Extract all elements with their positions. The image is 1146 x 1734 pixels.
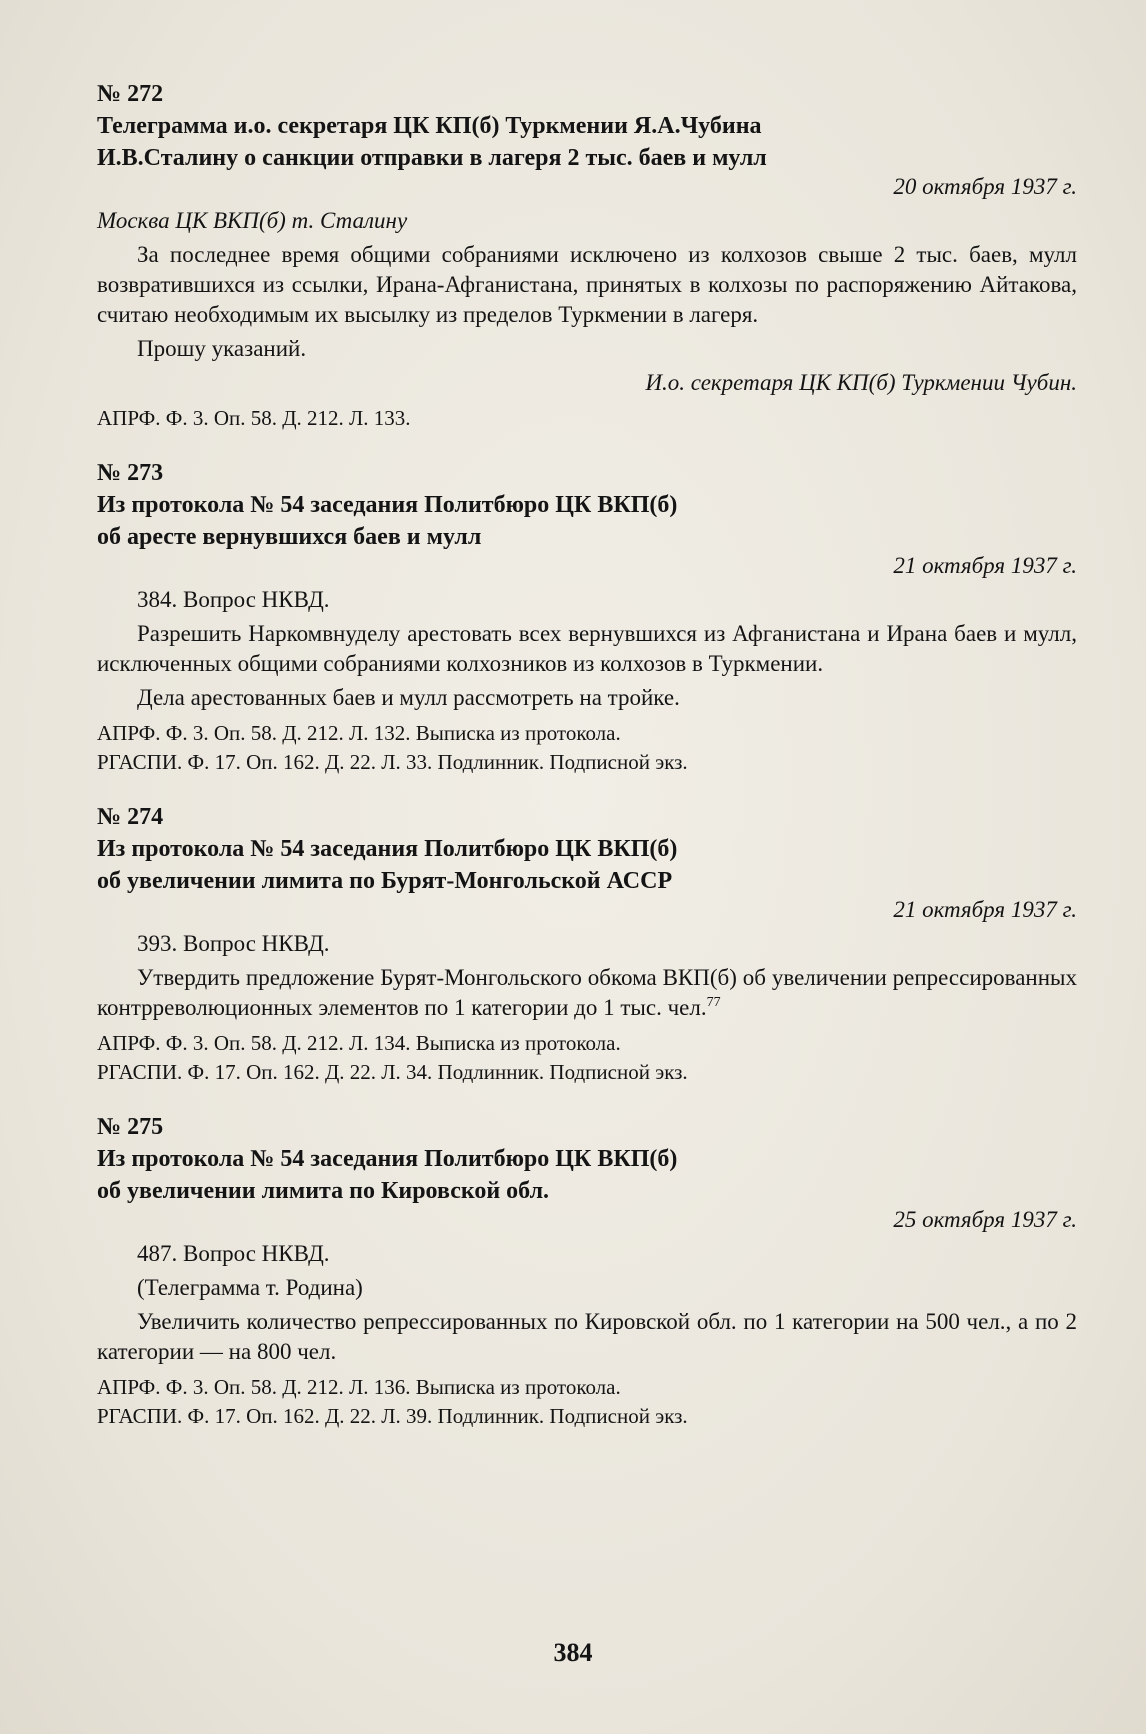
doc-item-note: (Телеграмма т. Родина)	[137, 1275, 363, 1300]
doc-source: АПРФ. Ф. 3. Оп. 58. Д. 212. Л. 132. Выписка из протокола.	[97, 721, 621, 745]
doc-title-line: Телеграмма и.о. секретаря ЦК КП(б) Туркмении Я.А.Чубина	[97, 113, 762, 139]
doc-title-line: об увеличении лимита по Кировской обл.	[97, 1178, 550, 1204]
doc-source: РГАСПИ. Ф. 17. Оп. 162. Д. 22. Л. 33. Подлинник. Подписной экз.	[97, 750, 688, 774]
doc-item: 393. Вопрос НКВД.	[137, 931, 330, 956]
doc-source: АПРФ. Ф. 3. Оп. 58. Д. 212. Л. 136. Выписка из протокола.	[97, 1375, 621, 1399]
doc-title-line: об аресте вернувшихся баев и мулл	[97, 524, 482, 550]
doc-paragraph: Разрешить Наркомвнуделу арестовать всех вернувшихся из Афганистана и Ирана баев и мулл, исключенных общими собраниями колхозников из колхозов в Туркмении.	[97, 621, 1077, 676]
doc-source: РГАСПИ. Ф. 17. Оп. 162. Д. 22. Л. 39. Подлинник. Подписной экз.	[97, 1404, 688, 1428]
doc-title-line: Из протокола № 54 заседания Политбюро ЦК ВКП(б)	[97, 836, 678, 862]
doc-item: 384. Вопрос НКВД.	[137, 587, 330, 612]
doc-title-line: Из протокола № 54 заседания Политбюро ЦК ВКП(б)	[97, 492, 678, 518]
doc-number: № 275	[97, 1114, 164, 1140]
doc-source: АПРФ. Ф. 3. Оп. 58. Д. 212. Л. 134. Выписка из протокола.	[97, 1031, 621, 1055]
doc-source: АПРФ. Ф. 3. Оп. 58. Д. 212. Л. 133.	[97, 406, 411, 430]
doc-paragraph: Прошу указаний.	[137, 336, 307, 361]
doc-date: 21 октября 1937 г.	[893, 897, 1077, 922]
doc-title-line: об увеличении лимита по Бурят-Монгольской АССР	[97, 868, 673, 894]
page-content	[97, 78, 1077, 1431]
doc-number: № 274	[97, 804, 164, 830]
doc-signature: И.о. секретаря ЦК КП(б) Туркмении Чубин.	[645, 370, 1077, 395]
footnote-ref[interactable]: 77	[706, 995, 721, 1010]
doc-paragraph: За последнее время общими собраниями исключено из колхозов свыше 2 тыс. баев, мулл возвратившихся из ссылки, Ирана-Афганистана, принятых в колхозы по распоряжению Айтакова, считаю необходимым их высылку из пределов Туркмении в лагеря.	[97, 242, 1077, 327]
doc-number: № 272	[97, 81, 164, 107]
document-275	[97, 1111, 1077, 1431]
doc-item: 487. Вопрос НКВД.	[137, 1241, 330, 1266]
doc-paragraph: Увеличить количество репрессированных по Кировской обл. по 1 категории на 500 чел., а по 2 категории — на 800 чел.	[97, 1309, 1077, 1364]
doc-paragraph-text: Утвердить предложение Бурят-Монгольского обкома ВКП(б) об увеличении репрессированных контрреволюционных элементов по 1 категории до 1 тыс. чел.	[97, 965, 1077, 1020]
doc-number: № 273	[97, 460, 164, 486]
doc-date: 21 октября 1937 г.	[893, 553, 1077, 578]
document-273	[97, 457, 1077, 777]
doc-title-line: Из протокола № 54 заседания Политбюро ЦК ВКП(б)	[97, 1146, 678, 1172]
doc-date: 20 октября 1937 г.	[893, 174, 1077, 199]
document-274	[97, 801, 1077, 1087]
doc-paragraph	[97, 963, 1077, 1023]
doc-paragraph: Дела арестованных баев и мулл рассмотреть на тройке.	[137, 685, 680, 710]
doc-date: 25 октября 1937 г.	[893, 1207, 1077, 1232]
doc-title-line: И.В.Сталину о санкции отправки в лагеря 2 тыс. баев и мулл	[97, 145, 767, 171]
document-272	[97, 78, 1077, 433]
doc-source: РГАСПИ. Ф. 17. Оп. 162. Д. 22. Л. 34. Подлинник. Подписной экз.	[97, 1060, 688, 1084]
doc-address: Москва ЦК ВКП(б) т. Сталину	[97, 208, 408, 233]
page-number: 384	[553, 1638, 593, 1667]
